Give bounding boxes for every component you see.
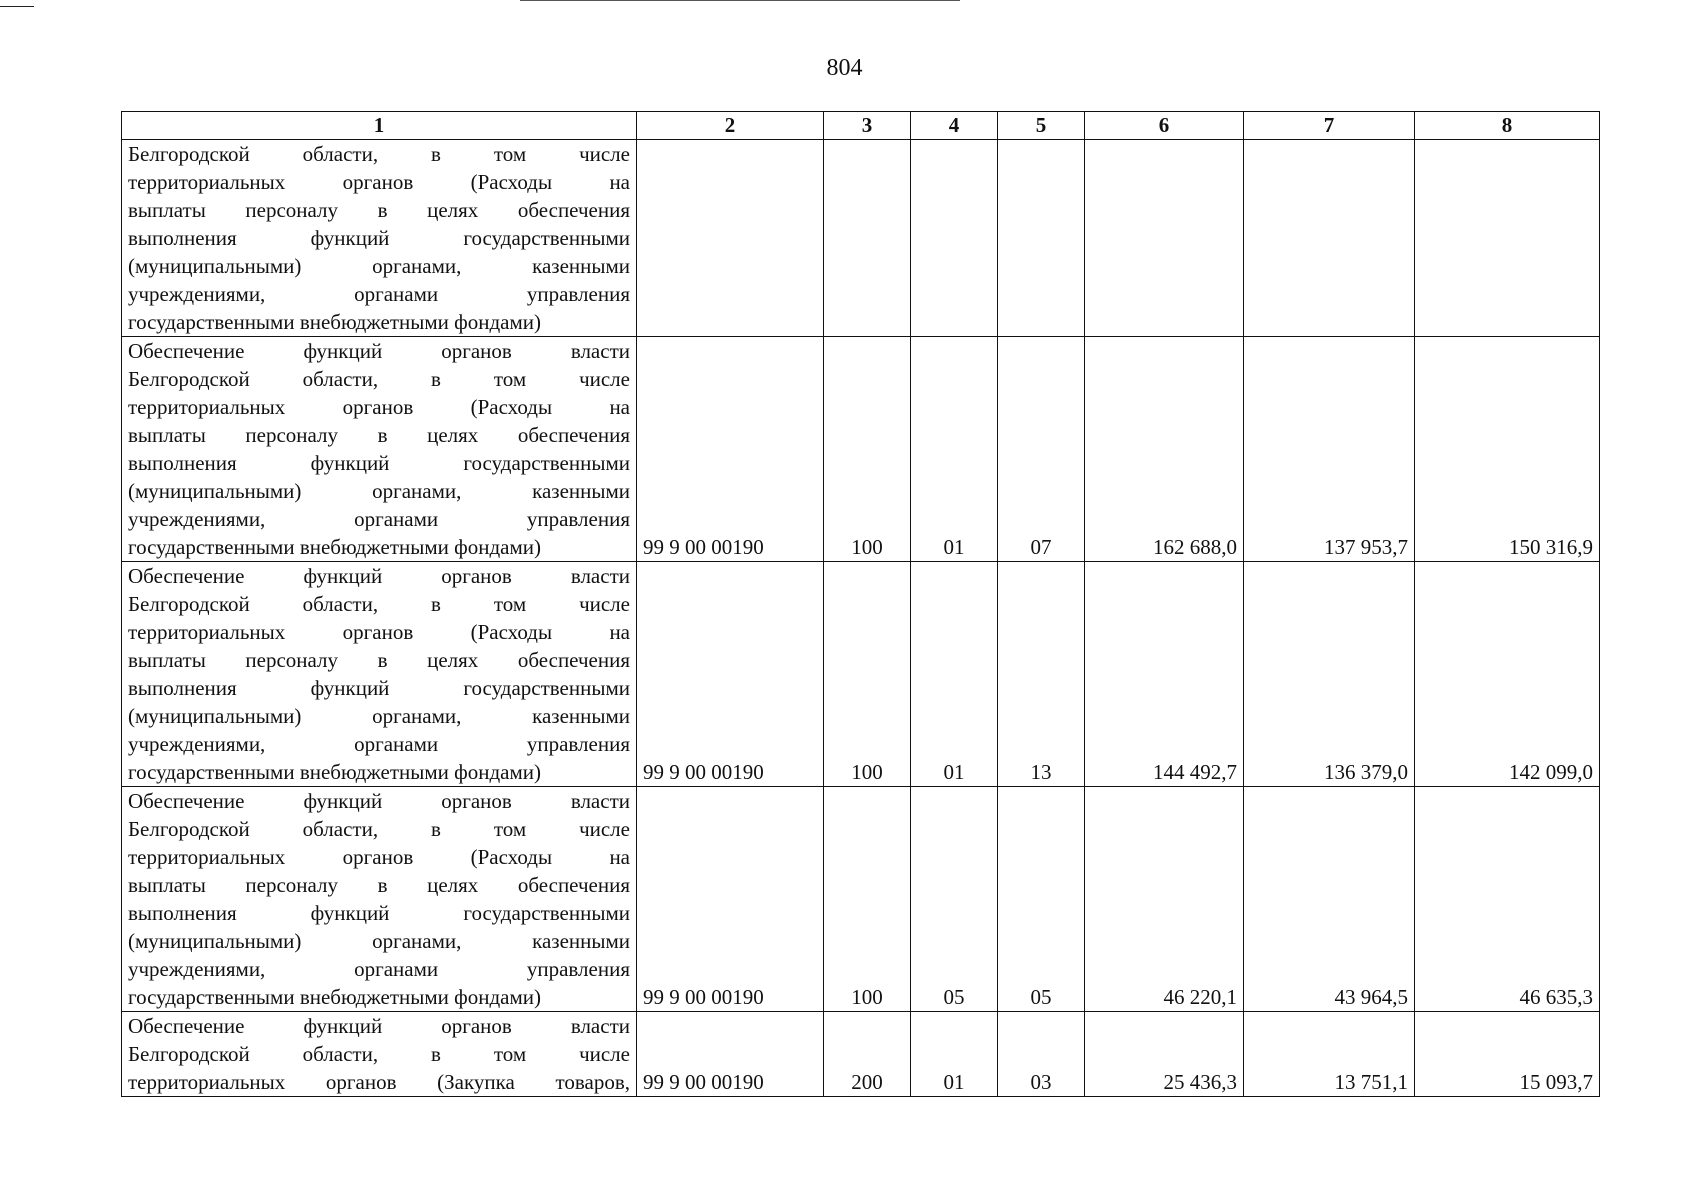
amount-cell <box>1085 140 1244 337</box>
description-line: территориальных органов (Расходы на <box>128 170 630 194</box>
description-cell <box>122 1012 637 1097</box>
amount-cell: 162 688,0 <box>1085 337 1244 562</box>
column-header: 1 <box>122 112 637 140</box>
type-cell: 100 <box>824 562 911 787</box>
description-line: государственными внебюджетными фондами) <box>128 535 542 559</box>
scan-artifact-line <box>520 0 960 1</box>
amount-cell <box>1415 140 1600 337</box>
code-cell: 99 9 00 00190 <box>637 562 824 787</box>
section-cell: 01 <box>911 1012 998 1097</box>
description-line: территориальных органов (Закупка товаров, <box>128 1070 630 1094</box>
amount-cell: 142 099,0 <box>1415 562 1600 787</box>
section-cell: 05 <box>911 787 998 1012</box>
type-cell: 200 <box>824 1012 911 1097</box>
description-line: Белгородской области, в том числе <box>128 1042 630 1066</box>
column-header: 3 <box>824 112 911 140</box>
table-row <box>122 140 1600 337</box>
budget-table <box>121 111 1600 1097</box>
column-header: 6 <box>1085 112 1244 140</box>
description-line: государственными внебюджетными фондами) <box>128 760 542 784</box>
description-line: выполнения функций государственными <box>128 226 630 250</box>
header-row <box>122 112 1600 140</box>
column-header: 7 <box>1244 112 1415 140</box>
amount-cell: 13 751,1 <box>1244 1012 1415 1097</box>
code-cell: 99 9 00 00190 <box>637 787 824 1012</box>
description-cell <box>122 562 637 787</box>
description-line: Обеспечение функций органов власти <box>128 339 630 363</box>
table-row <box>122 787 1600 1012</box>
description-line: Обеспечение функций органов власти <box>128 789 630 813</box>
description-line: выполнения функций государственными <box>128 901 630 925</box>
scan-artifact-line <box>0 6 34 7</box>
table-row <box>122 562 1600 787</box>
section-cell: 01 <box>911 337 998 562</box>
description-line: выплаты персоналу в целях обеспечения <box>128 423 630 447</box>
description-line: учреждениями, органами управления <box>128 732 630 756</box>
code-cell <box>637 140 824 337</box>
description-line: учреждениями, органами управления <box>128 957 630 981</box>
description-line: (муниципальными) органами, казенными <box>128 479 630 503</box>
description-line: Белгородской области, в том числе <box>128 367 630 391</box>
amount-cell: 25 436,3 <box>1085 1012 1244 1097</box>
description-line: Обеспечение функций органов власти <box>128 564 630 588</box>
amount-cell: 150 316,9 <box>1415 337 1600 562</box>
description-line: (муниципальными) органами, казенными <box>128 929 630 953</box>
description-line: учреждениями, органами управления <box>128 507 630 531</box>
amount-cell: 46 220,1 <box>1085 787 1244 1012</box>
page-number: 804 <box>826 55 863 81</box>
column-header: 5 <box>998 112 1085 140</box>
description-line: выплаты персоналу в целях обеспечения <box>128 198 630 222</box>
description-line: государственными внебюджетными фондами) <box>128 985 542 1009</box>
column-header: 4 <box>911 112 998 140</box>
description-cell <box>122 787 637 1012</box>
type-cell: 100 <box>824 787 911 1012</box>
type-cell <box>824 140 911 337</box>
amount-cell: 15 093,7 <box>1415 1012 1600 1097</box>
description-line: выполнения функций государственными <box>128 451 630 475</box>
description-line: территориальных органов (Расходы на <box>128 845 630 869</box>
amount-cell: 137 953,7 <box>1244 337 1415 562</box>
description-cell <box>122 140 637 337</box>
description-line: (муниципальными) органами, казенными <box>128 704 630 728</box>
subsection-cell: 07 <box>998 337 1085 562</box>
subsection-cell: 13 <box>998 562 1085 787</box>
table-row <box>122 1012 1600 1097</box>
description-line: Белгородской области, в том числе <box>128 817 630 841</box>
subsection-cell: 05 <box>998 787 1085 1012</box>
amount-cell <box>1244 140 1415 337</box>
type-cell: 100 <box>824 337 911 562</box>
description-cell <box>122 337 637 562</box>
column-header: 8 <box>1415 112 1600 140</box>
description-line: территориальных органов (Расходы на <box>128 620 630 644</box>
subsection-cell <box>998 140 1085 337</box>
description-line: государственными внебюджетными фондами) <box>128 310 542 334</box>
description-line: выплаты персоналу в целях обеспечения <box>128 648 630 672</box>
section-cell: 01 <box>911 562 998 787</box>
description-line: учреждениями, органами управления <box>128 282 630 306</box>
amount-cell: 46 635,3 <box>1415 787 1600 1012</box>
description-line: выплаты персоналу в целях обеспечения <box>128 873 630 897</box>
description-line: выполнения функций государственными <box>128 676 630 700</box>
description-line: Белгородской области, в том числе <box>128 142 630 166</box>
description-line: Белгородской области, в том числе <box>128 592 630 616</box>
section-cell <box>911 140 998 337</box>
amount-cell: 136 379,0 <box>1244 562 1415 787</box>
description-line: (муниципальными) органами, казенными <box>128 254 630 278</box>
subsection-cell: 03 <box>998 1012 1085 1097</box>
column-header: 2 <box>637 112 824 140</box>
description-line: территориальных органов (Расходы на <box>128 395 630 419</box>
amount-cell: 43 964,5 <box>1244 787 1415 1012</box>
table-row <box>122 337 1600 562</box>
description-line: Обеспечение функций органов власти <box>128 1014 630 1038</box>
code-cell: 99 9 00 00190 <box>637 1012 824 1097</box>
code-cell: 99 9 00 00190 <box>637 337 824 562</box>
amount-cell: 144 492,7 <box>1085 562 1244 787</box>
